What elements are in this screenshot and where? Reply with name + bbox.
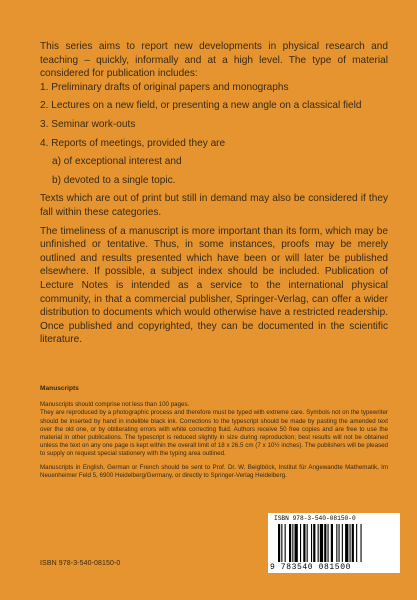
manuscripts-heading: Manuscripts <box>40 385 79 392</box>
barcode-bar <box>278 524 280 562</box>
barcode-bar <box>320 524 323 562</box>
barcode-bar <box>295 524 298 562</box>
barcode-bar <box>339 524 340 562</box>
timeliness-paragraph: The timeliness of a manuscript is more important than its form, which may be unfinished or tentative. Thus, in some instances, proofs may be merely outlined and results presented which have been or will later be published elsewhere. If possible, a subject index should be included. Publication of Lecture Notes is intended as a service to the international physical community, in that a commercial publisher, Springer-Verlag, can offer a wider distribution to documents which would otherwise have a restricted readership. Once published and copyrighted, they can be documented in the scientific literature. <box>40 225 388 346</box>
manuscripts-instructions: They are reproduced by a photographic process and therefore must be typed with extreme care. Symbols not on the typewriter should be inserted by hand in indelible black ink. Corrections to the typescript should be made by pasting the amended text over the old one, or by obliterating errors with white correcting fluid. Authors receive 50 free copies and are free to use the material in other publications. The typescript is reduced slightly in size during reproduction; best results will not be obtained unless the text on any one page is kept within the overall limit of 18 x 26.5 cm (7 x 10½ inches). The publishers will be pleased to supply on request special stationery with the typing area outlined. <box>40 409 388 458</box>
list-item: 3. Seminar work-outs <box>40 118 136 130</box>
sub-list-item: b) devoted to a single topic. <box>52 174 176 186</box>
barcode <box>268 513 400 573</box>
list-item: 4. Reports of meetings, provided they are <box>40 137 226 149</box>
barcode-bar <box>313 524 315 562</box>
barcode-bar <box>336 524 337 562</box>
barcode-bar <box>318 524 319 562</box>
barcode-number: 9 783540 081500 <box>270 563 352 572</box>
sub-list-item: a) of exceptional interest and <box>52 156 182 168</box>
barcode-isbn-label: ISBN 978-3-540-08150-0 <box>274 515 356 522</box>
barcode-bar <box>356 524 357 562</box>
barcode-bars <box>278 524 390 562</box>
manuscripts-section <box>40 385 388 485</box>
barcode-bar <box>311 524 312 562</box>
isbn-text: ISBN 978-3-540-08150-0 <box>40 560 121 567</box>
series-description <box>40 40 388 347</box>
barcode-bar <box>324 524 326 562</box>
barcode-bar <box>307 524 308 562</box>
barcode-bar <box>350 524 351 562</box>
barcode-bar <box>361 524 362 562</box>
barcode-bar <box>281 524 282 562</box>
barcode-bar <box>303 524 305 562</box>
list-item: 2. Lectures on a new field, or presenting a new angle on a classical field <box>40 100 362 112</box>
barcode-bar <box>289 524 291 562</box>
barcode-bar <box>300 524 301 562</box>
barcode-bar <box>345 524 348 562</box>
barcode-bar <box>342 524 343 562</box>
manuscripts-length: Manuscripts should comprise not less than 100 pages. <box>40 401 190 409</box>
barcode-bar <box>331 524 333 562</box>
manuscripts-address: Manuscripts in English, German or French should be sent to Prof. Dr. W. Beiglböck, Institut für Angewandte Mathematik, Im Neuenheimer Feld 5, 6900 Heidelberg/Germany, or directly to Springer-Verlag Heidelberg. <box>40 463 388 479</box>
intro-paragraph: This series aims to report new developments in physical research and teaching – quickly, informally and at a high level. The type of material considered for publication includes: <box>40 41 388 80</box>
barcode-bar <box>285 524 286 562</box>
barcode-bar <box>352 524 354 562</box>
out-of-print-paragraph: Texts which are out of print but still in demand may also be considered if they fall within these categories. <box>40 193 388 218</box>
list-item: 1. Preliminary drafts of original papers and monographs <box>40 81 289 93</box>
barcode-bar <box>328 524 329 562</box>
barcode-bar <box>292 524 293 562</box>
